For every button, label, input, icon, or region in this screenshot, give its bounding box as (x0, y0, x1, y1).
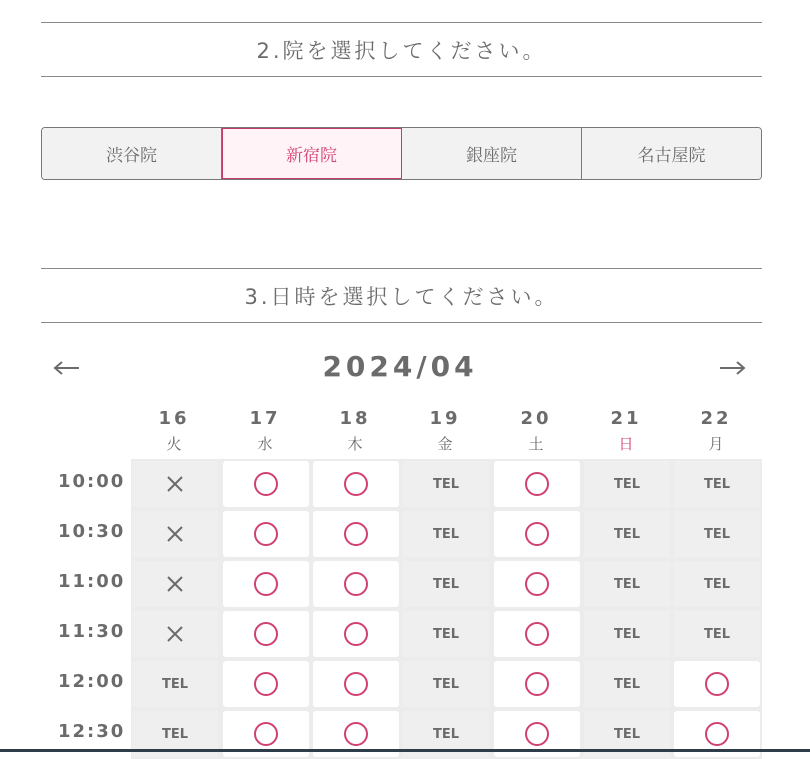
slot-available[interactable] (223, 461, 309, 507)
slot-tel[interactable]: TEL (584, 561, 670, 607)
day-header (582, 408, 670, 453)
cross-icon (165, 624, 185, 644)
slot-available[interactable] (223, 561, 309, 607)
slot-available[interactable] (494, 561, 580, 607)
time-label: 10:00 (58, 471, 126, 492)
section-3-title-text: 3.日時を選択してください。 (244, 284, 559, 309)
day-weekday: 月 (708, 435, 724, 453)
clinic-tab-2[interactable] (222, 128, 402, 179)
slot-tel[interactable]: TEL (674, 561, 760, 607)
slot-tel[interactable]: TEL (403, 661, 489, 707)
slot-unavailable (132, 611, 218, 657)
clinic-selector (41, 127, 762, 180)
circle-icon (254, 722, 278, 746)
slot-tel[interactable]: TEL (674, 461, 760, 507)
slot-tel[interactable]: TEL (674, 611, 760, 657)
day-number: 16 (158, 408, 190, 429)
slot-available[interactable] (223, 661, 309, 707)
circle-icon (344, 572, 368, 596)
circle-icon (705, 672, 729, 696)
circle-icon (525, 522, 549, 546)
calendar-month: 2024/04 (322, 350, 478, 383)
day-weekday: 水 (257, 435, 273, 453)
time-label: 11:30 (58, 621, 126, 642)
slot-available[interactable] (674, 661, 760, 707)
section-2-title (41, 22, 762, 77)
slot-tel[interactable]: TEL (674, 511, 760, 557)
slot-tel[interactable]: TEL (403, 561, 489, 607)
day-number: 19 (429, 408, 461, 429)
day-header (311, 408, 399, 453)
circle-icon (344, 722, 368, 746)
arrow-left-icon (53, 361, 81, 375)
slot-unavailable (132, 461, 218, 507)
slot-available[interactable] (494, 461, 580, 507)
day-header (672, 408, 760, 453)
prev-week-button[interactable] (52, 353, 82, 383)
day-number: 21 (610, 408, 642, 429)
day-weekday: 火 (166, 435, 182, 453)
slot-available[interactable] (313, 561, 399, 607)
day-weekday: 日 (618, 435, 634, 453)
time-label: 12:30 (58, 721, 126, 742)
slot-available[interactable] (494, 661, 580, 707)
slot-available[interactable] (313, 661, 399, 707)
circle-icon (344, 672, 368, 696)
circle-icon (344, 522, 368, 546)
circle-icon (525, 672, 549, 696)
day-weekday: 木 (347, 435, 363, 453)
day-header (130, 408, 218, 453)
slot-unavailable (132, 511, 218, 557)
time-label: 12:00 (58, 671, 126, 692)
time-label: 11:00 (58, 571, 126, 592)
time-label: 10:30 (58, 521, 126, 542)
circle-icon (254, 672, 278, 696)
slot-tel[interactable]: TEL (403, 611, 489, 657)
slot-tel[interactable]: TEL (403, 511, 489, 557)
slot-available[interactable] (494, 611, 580, 657)
slot-available[interactable] (313, 461, 399, 507)
clinic-tab-3[interactable] (402, 128, 582, 179)
clinic-tab-label: 渋谷院 (106, 146, 157, 166)
slot-available[interactable] (223, 511, 309, 557)
slot-unavailable (132, 561, 218, 607)
day-number: 17 (249, 408, 281, 429)
slot-tel[interactable]: TEL (584, 611, 670, 657)
circle-icon (254, 522, 278, 546)
day-header (401, 408, 489, 453)
circle-icon (344, 472, 368, 496)
slot-tel[interactable]: TEL (584, 661, 670, 707)
clinic-tab-label: 銀座院 (466, 146, 517, 166)
slot-available[interactable] (494, 511, 580, 557)
circle-icon (254, 572, 278, 596)
cross-icon (165, 524, 185, 544)
cross-icon (165, 574, 185, 594)
slot-tel[interactable]: TEL (403, 461, 489, 507)
next-week-button[interactable] (717, 353, 747, 383)
clinic-tab-label: 名古屋院 (637, 146, 706, 166)
circle-icon (344, 622, 368, 646)
arrow-right-icon (718, 361, 746, 375)
cross-icon (165, 474, 185, 494)
slot-tel[interactable]: TEL (584, 511, 670, 557)
slot-tel[interactable]: TEL (403, 711, 489, 757)
clinic-tab-1[interactable] (42, 128, 222, 179)
day-number: 18 (339, 408, 371, 429)
slot-tel[interactable]: TEL (132, 711, 218, 757)
day-header (221, 408, 309, 453)
circle-icon (525, 622, 549, 646)
circle-icon (705, 722, 729, 746)
clinic-tab-4[interactable] (582, 128, 761, 179)
circle-icon (525, 472, 549, 496)
slot-available[interactable] (223, 611, 309, 657)
circle-icon (254, 472, 278, 496)
circle-icon (254, 622, 278, 646)
slot-available[interactable] (313, 611, 399, 657)
day-weekday: 土 (528, 435, 544, 453)
day-weekday: 金 (437, 435, 453, 453)
slot-tel[interactable]: TEL (584, 711, 670, 757)
day-number: 22 (700, 408, 732, 429)
slot-tel[interactable]: TEL (132, 661, 218, 707)
slot-tel[interactable]: TEL (584, 461, 670, 507)
day-header (492, 408, 580, 453)
section-3-title (41, 268, 762, 323)
section-2-title-text: 2.院を選択してください。 (256, 38, 547, 63)
circle-icon (525, 572, 549, 596)
circle-icon (525, 722, 549, 746)
day-number: 20 (520, 408, 552, 429)
slot-available[interactable] (313, 511, 399, 557)
clinic-tab-label: 新宿院 (286, 146, 337, 166)
